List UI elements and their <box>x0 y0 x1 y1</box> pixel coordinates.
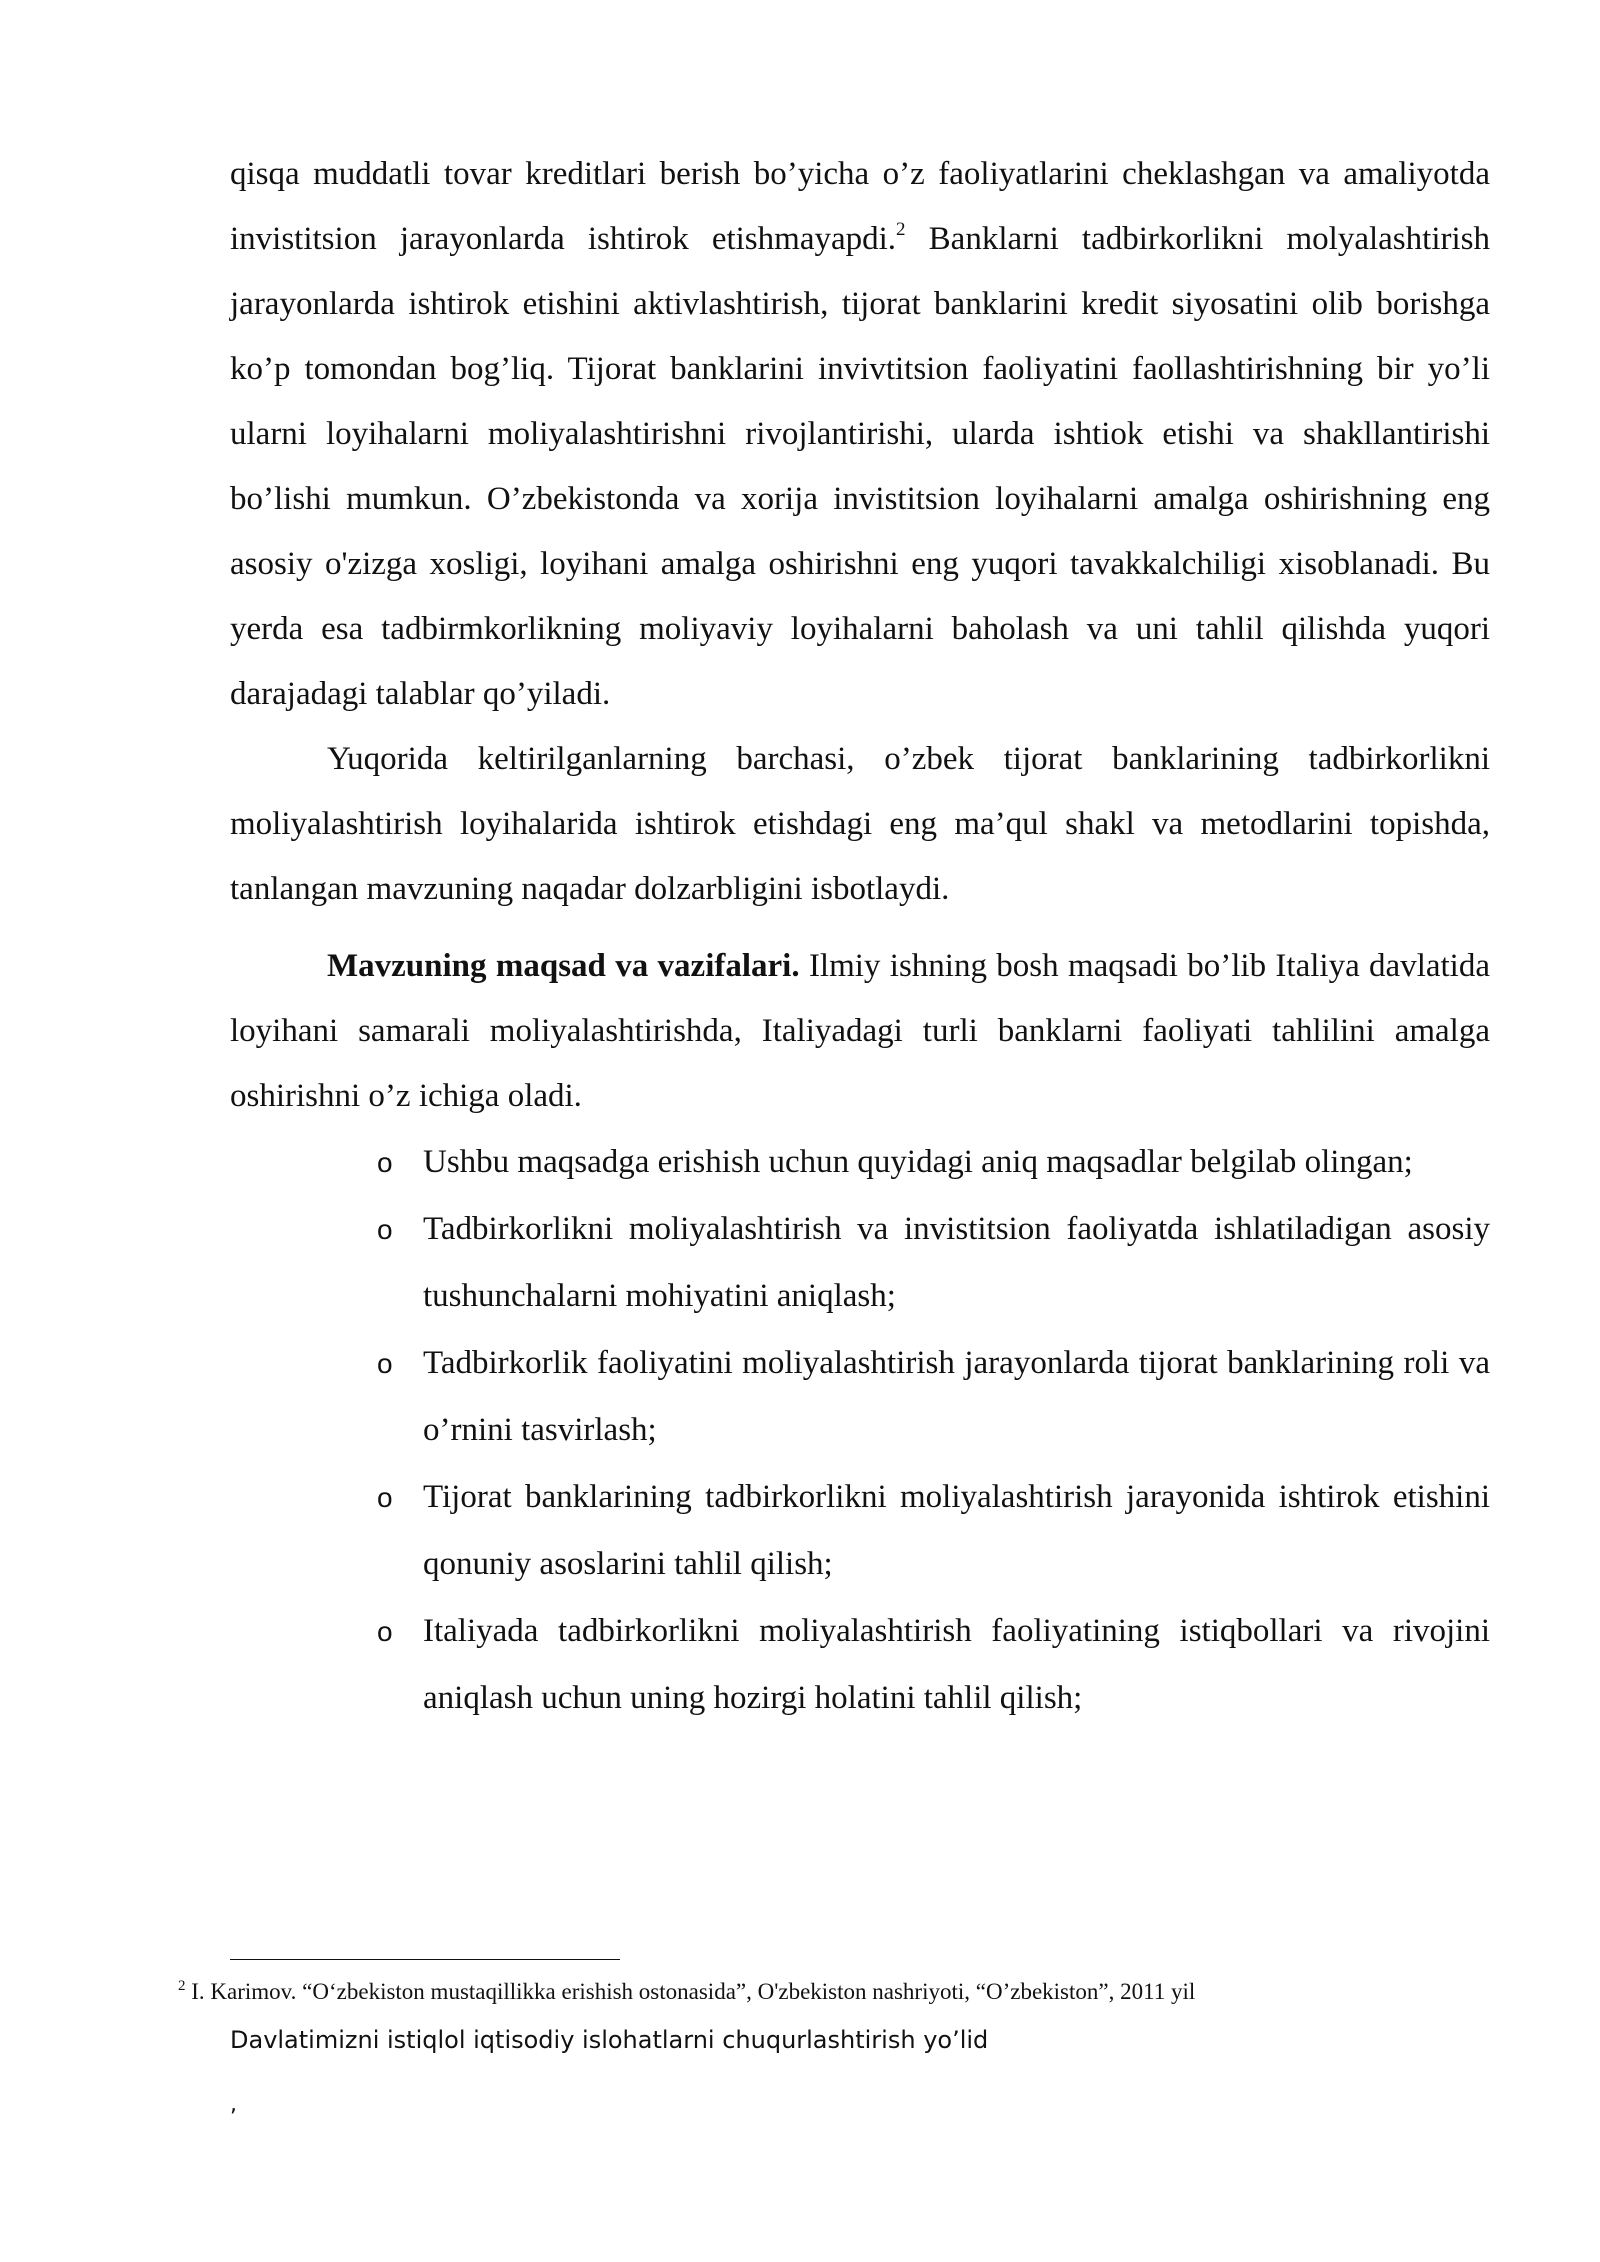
list-item <box>377 1129 1490 1196</box>
stray-comma: , <box>230 2092 237 2117</box>
bullet-icon: o <box>377 1616 393 1647</box>
paragraph-3 <box>230 934 1490 1129</box>
footnote-number: 2 <box>178 1978 186 1994</box>
trailing-text-line: Davlatimizni istiqlol iqtisodiy islohatlarni chuqurlashtirish yo’lid <box>230 2026 989 2054</box>
list-item-text: Tadbirkorlik faoliyatini moliyalashtirish jarayonlarda tijorat banklarining roli va o’rnini tasvirlash; <box>423 1345 1490 1448</box>
section-heading: Mavzuning maqsad va vazifalari. <box>327 948 800 984</box>
paragraph-1-part-2: Banklarni tadbirkorlikni molyalashtirish jarayonlarda ishtirok etishini aktivlashtirish, tijorat banklarini kredit siyosatini olib borishga ko’p tomondan bog’liq. Tijorat banklarini invivtitsion faoliyatini faollashtirishning bir yo’li ularni loyihalarni moliyalashtirishni rivojlantirishi, ularda ishtiok etishi va shakllantirishi bo’lishi mumkun. O’zbekistonda va xorija invistitsion loyihalarni amalga oshirishning eng asosiy o'zizga xosligi, loyihani amalga oshirishni eng yuqori tavakkalchiligi xisoblanadi. Bu yerda esa tadbirmkorlikning moliyaviy loyihalarni baholash va uni tahlil qilishda yuqori darajadagi talablar qo’yiladi. <box>230 221 1490 712</box>
paragraph-3-text: Ilmiy ishning bosh maqsadi bo’lib Italiya davlatida loyihani samarali moliyalashtirishda, Italiyadagi turli banklarni faoliyati tahlilini amalga oshirishni o’z ichiga oladi. <box>230 948 1490 1114</box>
list-item <box>377 1464 1490 1598</box>
list-item-text: Ushbu maqsadga erishish uchun quyidagi aniq maqsadlar belgilab olingan; <box>423 1144 1413 1180</box>
main-text <box>230 142 1490 1732</box>
footnote-separator <box>230 1959 620 1960</box>
paragraph-1 <box>230 142 1490 727</box>
list-item <box>377 1330 1490 1464</box>
list-item-text: Tijorat banklarining tadbirkorlikni moliyalashtirish jarayonida ishtirok etishini qonuniy asoslarini tahlil qilish; <box>423 1479 1490 1582</box>
paragraph-2: Yuqorida keltirilganlarning barchasi, o’zbek tijorat banklarining tadbirkorlikni moliyalashtirish loyihalarida ishtirok etishdagi eng ma’qul shakl va metodlarini topishda, tanlangan mavzuning naqadar dolzarbligini isbotlaydi. <box>230 741 1490 907</box>
list-item-text: Tadbirkorlikni moliyalashtirish va invistitsion faoliyatda ishlatiladigan asosiy tushunchalarni mohiyatini aniqlash; <box>423 1211 1490 1314</box>
list-item-text: Italiyada tadbirkorlikni moliyalashtirish faoliyatining istiqbollari va rivojini aniqlash uchun uning hozirgi holatini tahlil qilish; <box>423 1613 1490 1716</box>
paragraph-1-part-1: qisqa muddatli tovar kreditlari berish bo’yicha o’z faoliyatlarini cheklashgan va amaliyotda invistitsion jarayonlarda ishtirok etishmayapdi. <box>230 156 1490 257</box>
bullet-icon: o <box>377 1482 393 1513</box>
list-item <box>377 1598 1490 1732</box>
footnote-reference[interactable]: 2 <box>896 219 906 240</box>
list-item <box>377 1196 1490 1330</box>
bullet-icon: o <box>377 1348 393 1379</box>
bullet-icon: o <box>377 1214 393 1245</box>
footnote-text: I. Karimov. “O‘zbekiston mustaqillikka erishish ostonasida”, O'zbekiston nashriyoti, “O’zbekiston”, 2011 yil <box>185 1979 1196 2004</box>
bullet-icon: o <box>377 1147 393 1178</box>
goals-list <box>377 1129 1490 1732</box>
footnote <box>178 1972 1538 2012</box>
